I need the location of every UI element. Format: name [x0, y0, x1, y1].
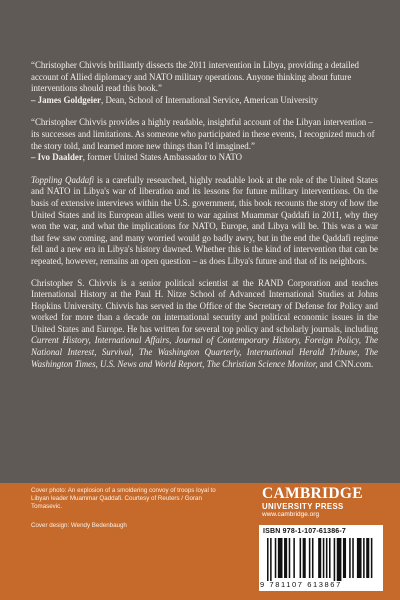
- bio-journals: Current History, International Affairs, Journal of Contemporary History, Foreign Policy, The National Interest, Survival, The Washington Quarterly, International Herald Tribune, The Washington Times, U.S. News and World Report, The Christian Science Monitor,: [31, 335, 378, 369]
- bio-text-2: and CNN.com.: [317, 358, 374, 369]
- publisher-name: CAMBRIDGE: [262, 485, 363, 502]
- barcode-box: [259, 525, 383, 591]
- author-bio: [31, 278, 378, 371]
- cover-design-credit: Cover design: Wendy Bedenbaugh: [31, 522, 127, 529]
- quote-2-attribution: [31, 152, 378, 164]
- barcode-stripe: [326, 538, 328, 578]
- barcode-bars: [263, 538, 379, 581]
- quote-2-text: “Christopher Chivvis provides a highly readable, insightful account of the Libyan intervention – its successes and limitations. As someone who participated in these events, I recognized much of the story told, and learned more new things than I'd imagined.”: [31, 117, 375, 151]
- book-title: Toppling Qaddafi: [31, 174, 95, 185]
- barcode-stripe: [278, 538, 283, 578]
- barcode-stripe: [323, 538, 325, 578]
- barcode-stripe: [300, 538, 302, 578]
- barcode-stripe: [270, 538, 272, 581]
- cover-photo-credit: Cover photo: An explosion of a smoldering convoy of troops loyal to Libyan leader Muammar Qaddafi. Courtesy of Reuters / Goran Tomasevic.: [31, 487, 216, 510]
- quote-2-author: – Ivo Daalder: [31, 152, 83, 163]
- endorsement-quote-2: [31, 117, 378, 163]
- quote-2-affiliation: , former United States Ambassador to NATO: [82, 152, 243, 163]
- barcode-stripe: [352, 538, 354, 578]
- book-description: [31, 175, 378, 268]
- publisher-subtitle: UNIVERSITY PRESS: [262, 502, 344, 511]
- description-text: is a carefully researched, highly readable look at the role of the United States and NATO in Libya's war of liberation and its lessons for future military interventions. On the basis of extensive interviews within the U.S. government, this book recounts the story of how the United States and its European allies went to war against Muammar Qaddafi in 2011, why they won the war, and what the implications for NATO, Europe, and Libya will be. This was a war that few saw coming, and many worried would go badly awry, but in the end the Qaddafi regime fell and a new era in Libya's history dawned. Whether this is the kind of intervention that can be repeated, however, remains an open question – as does Libya's future and that of its neighbors.: [31, 174, 378, 266]
- barcode-stripe: [371, 538, 373, 578]
- bio-text-1: Christopher S. Chivvis is a senior political scientist at the RAND Corporation and teaches International History at the Paul H. Nitze School of Advanced International Studies at Johns Hopkins University. Chivvis has served in the Office of the Secretary of Defense for Policy and worked for more than a decade on international security and political economic issues in the United States and Europe. He has written for several top policy and scholarly journals, including: [31, 277, 378, 334]
- barcode-stripe: [309, 538, 311, 578]
- cover-text-area: [31, 60, 378, 370]
- barcode-stripe: [349, 538, 351, 578]
- barcode-stripe: [275, 538, 277, 578]
- barcode-stripe: [293, 538, 295, 578]
- quote-1-affiliation: , Dean, School of International Service, American University: [101, 94, 318, 105]
- barcode-stripe: [284, 538, 287, 578]
- publisher-logo: [262, 486, 382, 519]
- barcode-stripe: [303, 538, 306, 578]
- barcode-stripe: [329, 538, 331, 578]
- barcode-stripe: [312, 538, 314, 578]
- barcode-digits: 9 781107 613867: [260, 580, 342, 589]
- quote-1-author: – James Goldgeier: [31, 94, 101, 105]
- quote-1-attribution: [31, 95, 378, 107]
- publisher-url: www.cambridge.org: [262, 511, 320, 518]
- barcode-stripe: [337, 538, 342, 581]
- isbn-label: ISBN 978-1-107-61386-7: [263, 528, 347, 535]
- barcode-stripe: [363, 538, 365, 578]
- barcode-stripe: [318, 538, 321, 578]
- barcode-stripe: [289, 538, 291, 578]
- barcode-stripe: [343, 538, 346, 578]
- barcode-stripe: [267, 538, 269, 581]
- barcode-stripe: [366, 538, 369, 578]
- quote-1-text: “Christopher Chivvis brilliantly dissects the 2011 intervention in Libya, providing a detailed account of Allied diplomacy and NATO military operations. Anyone thinking about future interventions should read this book.”: [31, 60, 359, 94]
- barcode-stripe: [334, 538, 336, 581]
- endorsement-quote-1: [31, 60, 378, 106]
- barcode-stripe: [357, 538, 362, 578]
